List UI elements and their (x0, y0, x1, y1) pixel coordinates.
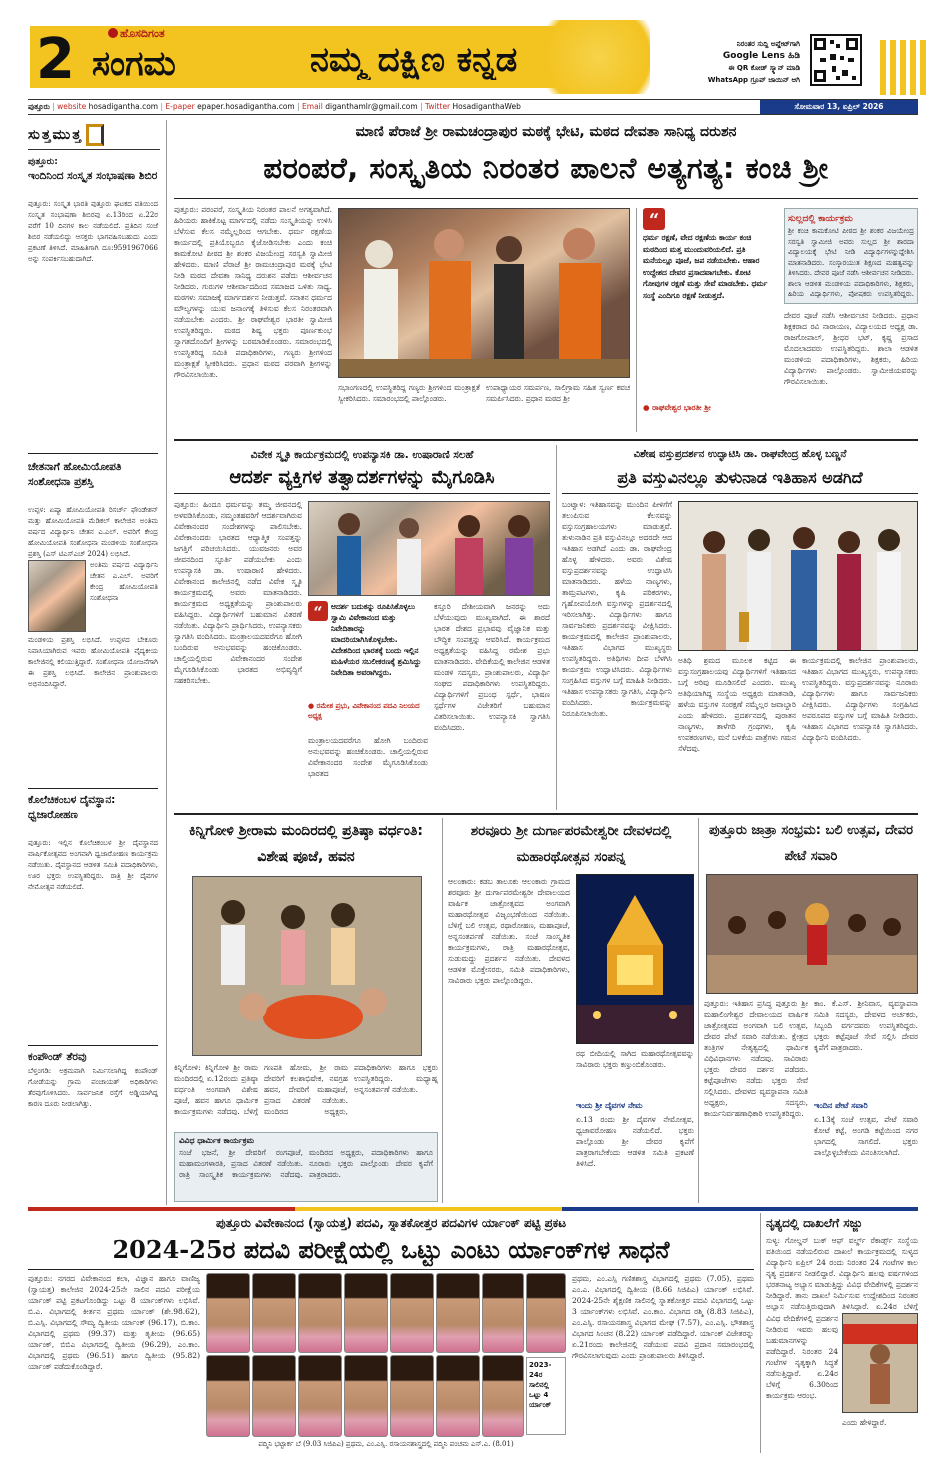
vivek-body-col2b: ಮಂತ್ರಾಲಯದವರೆಗೂ ಹೋಗಿ ಬಂದಿರುವ ಅನುಭವವನ್ನು ಹಂಚಿಕೊಂಡರು. ಚಾಲ್ತಿಯಲ್ಲಿರುವ ವಿವೇಕಾನಂದರ ಸಂದೇಶ ಮೈಗೂಡಿಸಿಕೊಂಡು ಭಾರತದ (308, 736, 428, 778)
masthead (0, 0, 945, 100)
ranks-photo-grid (206, 1273, 566, 1437)
durga-body-col2: ರಥ ಬೀದಿಯಲ್ಲಿ ಸಾಗಿದ ಮಹಾರಥೋತ್ಸವವನ್ನು ಸಾವಿರಾರು ಭಕ್ತರು ಕಣ್ತುಂಬಿಕೊಂಡರು. (576, 1049, 694, 1069)
dance-headline: ನೃತ್ಯದಲ್ಲಿ ದಾಖಲೆಗೆ ಸಜ್ಜು (766, 1216, 863, 1230)
date-badge: ಸೋಮವಾರ 13, ಏಪ್ರಿಲ್ 2026 (760, 100, 918, 114)
person-photo (28, 560, 86, 632)
dance-photo (842, 1313, 918, 1413)
page-number: 2 (36, 27, 75, 92)
sidebar-item: ಚೇತನಾಗೆ ಹೋಮಿಯೋಪತಿ ಸಂಶೋಧನಾ ಪ್ರಶಸ್ತಿ ಉಪ್ಪಳ: ಏಷ್ಯಾ ಹೋಮಿಯೋಪತಿ ರಿಸರ್ಚ್ ಫೌಂಡೇಶನ್ ಮತ್ತು ಹೋಮಿಯೋಪತಿ ಮೆಡಿಕಲ್ ಕಾಲೇಜಿನ ಅಂತಿಮ ವರ್ಷದ ವಿದ್ಯಾರ್ಥಿನಿ ಚೇತನ ಎ.ಎಲ್. ಅವರಿಗೆ ಕೇಂದ್ರ ಹೋಮಿಯೋಪತಿ ಸಂಶೋಧನಾ ಮಂಡಳಿಯ ಸಂಶೋಧನಾ ಪ್ರಶಸ್ತಿ (ಎಸ್ ಟಿಎಸ್‌ಎಚ್ 2024) ಲಭಿಸಿದೆ. ಅಂತಿಮ ವರ್ಷದ ವಿದ್ಯಾರ್ಥಿನಿ ಚೇತನ ಎ.ಎಲ್. ಅವರಿಗೆ ಕೇಂದ್ರ ಹೋಮಿಯೋಪತಿ ಸಂಶೋಧನಾ ಮಂಡಳಿಯ ಪ್ರಶಸ್ತಿ ಲಭಿಸಿದೆ. ಉಪ್ಪಳದ ಬೇಕೂರು ನಿವಾಸಿಯಾಗಿರುವ ಇವರು ಹೋಮಿಯೋಪತಿ ವೈದ್ಯಕೀಯ ಕಾಲೇಜಿನಲ್ಲಿ ಕಲಿಯುತ್ತಿದ್ದಾರೆ. ಸಂಶೋಧನಾ ಯೋಜನೆಗಾಗಿ ಈ ಪ್ರಶಸ್ತಿ ಲಭಿಸಿದೆ. ಕಾಲೇಜಿನ ಪ್ರಾಂಶುಪಾಲರು ಅಭಿನಂದಿಸಿದ್ದಾರೆ. (28, 461, 158, 688)
dance-layout-row (766, 1313, 918, 1451)
exhibit-story (562, 445, 918, 810)
masthead-corner-stripes (880, 40, 930, 95)
kinnigoli-sub-body: ಸಂಜೆ ಭಜನೆ, ಶ್ರೀ ದೇವರಿಗೆ ರಂಗಪೂಜೆ, ಮಹಾಮಂಗಳಾರತಿ, ಪ್ರಸಾದ ವಿತರಣೆ ನಡೆಯಿತು. ರಾತ್ರಿ ಸಾಂಸ್ಕೃತಿಕ ಕಾರ್ಯಕ್ರಮಗಳು ನಡೆದವು. ಮಂದಿರದ ಅಧ್ಯಕ್ಷರು, ಪದಾಧಿಕಾರಿಗಳು ಹಾಗೂ ನೂರಾರು ಭಕ್ತರು ಪಾಲ್ಗೊಂಡು ದೇವರ ಕೃಪೆಗೆ ಪಾತ್ರರಾದರು. (179, 1148, 433, 1179)
durga-subhead: ಇಂದು ಶ್ರೀ ದೈವಗಳ ನೇಮ (576, 1101, 643, 1110)
lead-story (174, 120, 918, 435)
durga-headline: ಶರವೂರು ಶ್ರೀ ದುರ್ಗಾಪರಮೇಶ್ವರೀ ದೇವಳದಲ್ಲಿ ಮಹಾರಥೋತ್ಸವ ಸಂಪನ್ನ (470, 823, 672, 865)
qr-line: WhatsApp ಗ್ರೂಪ್ ಜಾಯಿನ್ ಆಗಿ (707, 76, 800, 84)
qr-line: ಈ QR ಕೋಡ್ ಸ್ಕ್ಯಾನ್ ಮಾಡಿ (728, 64, 800, 72)
exhibit-photo-figures-icon (679, 502, 917, 650)
section-rule (174, 439, 918, 441)
exhibit-body-col3: ಕಾರ್ಯಕ್ರಮದಲ್ಲಿ ಕಾಲೇಜಿನ ಪ್ರಾಂಶುಪಾಲರು, ಇತಿಹಾಸ ವಿಭಾಗದ ಮುಖ್ಯಸ್ಥರು, ಉಪನ್ಯಾಸಕರು ಉಪಸ್ಥಿತರಿದ್ದರು. ವಸ್ತುಪ್ರದರ್ಶನವನ್ನು ನೂರಾರು ವಿದ್ಯಾರ್ಥಿಗಳು ಹಾಗೂ ಸಾರ್ವಜನಿಕರು ವೀಕ್ಷಿಸಿದರು. ವಿದ್ಯಾರ್ಥಿಗಳು ಸಂಗ್ರಹಿಸಿದ ಅಪರೂಪದ ವಸ್ತುಗಳ ಬಗ್ಗೆ ಮಾಹಿತಿ ನೀಡಿದರು. ಇತಿಹಾಸ ವಿಭಾಗದ ಉಪನ್ಯಾಸಕಿ ಸ್ವಾಗತಿಸಿದರು. ವಿದ್ಯಾರ್ಥಿನಿ ವಂದಿಸಿದರು. (802, 656, 918, 742)
qr-line: ನಿರಂತರ ಸುದ್ದಿ ಅಪ್ಡೇಟ್‌ಗಾಗಿ (736, 40, 800, 48)
lead-photo-figures-icon (339, 209, 629, 377)
lead-side-title: ಸುಲ್ಲದಲ್ಲಿ ಕಾರ್ಯಕ್ರಮ (788, 214, 853, 224)
student-photo (298, 1273, 342, 1353)
col-separator (760, 1213, 761, 1453)
lead-side-body: ಶ್ರೀ ಕಂಚಿ ಕಾಮಕೋಟಿ ಪೀಠದ ಶ್ರೀ ಶಂಕರ ವಿಜಯೇಂದ್ರ ಸರಸ್ವತಿ ಸ್ವಾಮೀಜಿ ಅವರು ಸುಲ್ಲದ ಶ್ರೀ ಶಾರದಾ ವಿದ್ಯಾಲಯಕ್ಕೆ ಭೇಟಿ ನೀಡಿ ವಿದ್ಯಾರ್ಥಿಗಳನ್ನುದ್ದೇಶಿಸಿ ಮಾತನಾಡಿದರು. ಸಂಸ್ಕಾರಯುತ ಶಿಕ್ಷಣದ ಮಹತ್ವವನ್ನು ತಿಳಿಸಿದರು. ದೇವರ ಪೂಜೆ ನಡೆಸಿ ಆಶೀರ್ವಚನ ನೀಡಿದರು. ಶಾಲಾ ಆಡಳಿತ ಮಂಡಳಿಯ ಪದಾಧಿಕಾರಿಗಳು, ಶಿಕ್ಷಕರು, ಹಿರಿಯ ವಿದ್ಯಾರ್ಥಿಗಳು, ಪೋಷಕರು ಉಪಸ್ಥಿತರಿದ್ದರು. (788, 227, 914, 298)
sidebar-item-headline: ಚೇತನಾಗೆ ಹೋಮಿಯೋಪತಿ ಸಂಶೋಧನಾ ಪ್ರಶಸ್ತಿ (28, 461, 122, 488)
city-label: ಪುತ್ತೂರು (28, 102, 50, 111)
fair-body-col3: ಏ.13ಕ್ಕೆ ಸಂಜೆ ಉತ್ಸವ, ಪೇಟೆ ಸವಾರಿ ಕೋಟೆ ಕಟ್ಟೆ, ಅಂಗಡಿ ಕಟ್ಟೆಯಿಂದ ನಗರ ಭಾಗದಲ್ಲಿ ಸಾಗಲಿದೆ. ಭಕ್ತರು ಪಾಲ್ಗೊಳ್ಳಬೇಕೆಂದು ವಿನಂತಿಸಲಾಗಿದೆ. (814, 1115, 918, 1157)
ranks-body2: ಪ್ರಥಮ, ಎಂ.ಎಸ್ಸಿ ಗಣಿತಶಾಸ್ತ್ರ ವಿಭಾಗದಲ್ಲಿ ಪ್ರಥಮ (7.05), ಪ್ರಥಮ ಎಂ.ಎ. ವಿಭಾಗದಲ್ಲಿ ದ್ವಿತೀಯ (8.66 ಸಿಜಿಪಿಎ) ರ್ಯಾಂಕ್ ಲಭಿಸಿವೆ. 2024-25ನೇ ಶೈಕ್ಷಣಿಕ ಸಾಲಿನಲ್ಲಿ ಸ್ನಾತಕೋತ್ತರ ಪದವಿ ವಿಭಾಗದಲ್ಲಿ ಒಟ್ಟು 3 ರ್ಯಾಂಕ್‌ಗಳು ಲಭಿಸಿವೆ. ಎಂ.ಕಾಂ. ವಿಭಾಗದ ರಶ್ಮಿ (8.83 ಸಿಜಿಪಿಎ), ಎಂ.ಎಸ್ಸಿ. ರಸಾಯನಶಾಸ್ತ್ರ ವಿಭಾಗದ ಮೇಘ (7.57), ಎಂ.ಎಸ್ಸಿ. ಭೌತಶಾಸ್ತ್ರ ವಿಭಾಗದ ಸಿಂಚನ (8.22) ರ್ಯಾಂಕ್ ಪಡೆದಿದ್ದಾರೆ. ರ್ಯಾಂಕ್ ವಿಜೇತರನ್ನು ಏ.21ರಂದು ಕಾಲೇಜಿನಲ್ಲಿ ನಡೆಯುವ ಪದವಿ ಪ್ರದಾನ ಸಮಾರಂಭದಲ್ಲಿ ಗೌರವಿಸಲಾಗುವುದು ಎಂದು ಪ್ರಾಂಶುಪಾಲರು ತಿಳಿಸಿದ್ದಾರೆ. (572, 1274, 754, 1360)
student-photo (298, 1355, 342, 1437)
lead-side-body-cont: ದೇವರ ಪೂಜೆ ನಡೆಸಿ ಆಶೀರ್ವಚನ ನೀಡಿದರು. ಪ್ರಧಾನ ಶಿಕ್ಷಕರಾದ ರವಿ ನಾರಾಯಣ, ವಿದ್ಯಾಲಯದ ಅಧ್ಯಕ್ಷ ಡಾ. ರಾಜಗೋಪಾಲ್, ಶ್ರೀಧರ ಭಟ್, ಕೃಷ್ಣ ಪ್ರಸಾದ ಮೊದಲಾದವರು ಉಪಸ್ಥಿತರಿದ್ದರು. ಶಾಲಾ ಆಡಳಿತ ಮಂಡಳಿಯ ಪದಾಧಿಕಾರಿಗಳು, ಶಿಕ್ಷಕರು, ಹಿರಿಯ ವಿದ್ಯಾರ್ಥಿಗಳು ಪಾಲ್ಗೊಂಡರು. ಸ್ವಾಮೀಜಿಯವರನ್ನು ಗೌರವಿಸಲಾಯಿತು. (784, 311, 918, 386)
sidebar-divider (28, 453, 158, 454)
dance-body: ಸುಳ್ಯ: ಗೋಲ್ಡನ್ ಬುಕ್ ಆಫ್ ವರ್ಲ್ಡ್ ರೆಕಾರ್ಡ್ಸ್ ಸಂಸ್ಥೆಯ ವತಿಯಿಂದ ನಡೆಯಲಿರುವ ದಾಖಲೆ ಕಾರ್ಯಕ್ರಮದಲ್ಲಿ ಸುಳ್ಯದ ವಿದ್ಯಾರ್ಥಿನಿ ಏಪ್ರಿಲ್ 24 ರಂದು ನಿರಂತರ 24 ಗಂಟೆಗಳ ಕಾಲ ನೃತ್ಯ ಪ್ರದರ್ಶನ ನೀಡಲಿದ್ದಾರೆ. ವಿದ್ಯಾರ್ಥಿನಿ ಹಲವು ವರ್ಷಗಳಿಂದ ಭರತನಾಟ್ಯ ಅಭ್ಯಾಸ ಮಾಡುತ್ತಿದ್ದು ವಿವಿಧ ವೇದಿಕೆಗಳಲ್ಲಿ ಪ್ರದರ್ಶನ ನೀಡಿದ್ದಾರೆ. ತಾನು ದಾಖಲೆ ನಿರ್ಮಿಸುವ ಉದ್ದೇಶದಿಂದ ನಿರಂತರ ಅಭ್ಯಾಸ ನಡೆಸುತ್ತಿರುವುದಾಗಿ ತಿಳಿಸಿದ್ದಾರೆ. ಏ.24ರ ಬೆಳಿಗ್ಗೆ (766, 1236, 918, 1311)
sidebar-title-text: ಸುತ್ತಮುತ್ತ (28, 127, 83, 143)
sidebar-item-body: ಪುತ್ತೂರು: ಸಂಸ್ಕೃತ ಭಾರತಿ ಪುತ್ತೂರು ಘಟಕದ ವತಿಯಿಂದ ಸಂಸ್ಕೃತ ಸಂಭಾಷಣಾ ಶಿಬಿರವು ಏ.13ರಿಂದ ಏ.22ರ ವರೆಗೆ 10 ದಿನಗಳ ಕಾಲ ನಡೆಯಲಿದೆ. ಪ್ರತಿದಿನ ಸಂಜೆ ಶಿಬಿರ ನಡೆಯಲಿದ್ದು ಆಸಕ್ತರು ಭಾಗವಹಿಸಬಹುದು ಎಂದು ಪ್ರಕಟಣೆ ತಿಳಿಸಿದೆ. ಮಾಹಿತಿಗಾಗಿ ದೂ:9591967066 ಅನ್ನು ಸಂಪರ್ಕಿಸಬಹುದಾಗಿದೆ. (28, 200, 158, 263)
lead-caption-col: ಸಭಾಂಗಣದಲ್ಲಿ ಉಪಸ್ಥಿತರಿದ್ದ ಗಣ್ಯರು ಶ್ರೀಗಳಿಂದ ಮಂತ್ರಾಕ್ಷತೆ ಸ್ವೀಕರಿಸಿದರು. ಸಮಾರಂಭದಲ್ಲಿ ಪಾಲ್ಗೊಂಡರು. (338, 383, 480, 403)
vivek-quote-text: ಆದರ್ಶ ಬದುಕನ್ನು ರೂಪಿಸಿಕೊಳ್ಳಲು ಸ್ವಾಮಿ ವಿವೇಕಾನಂದ ಮತ್ತು ನಿವೇದಿತಾರನ್ನು ಮಾದರಿಯಾಗಿಸಿಕೊಳ್ಳಬೇಕು. ವಿದೇಶದಿಂದ ಭಾರತಕ್ಕೆ ಬಂದು ಇಲ್ಲಿನ ಮಹಿಳೆಯರ ಸಬಲೀಕರಣಕ್ಕೆ ಶ್ರಮಿಸಿದ್ದು ನಿವೇದಿತಾ ಅವರಾಗಿದ್ದರು. (331, 602, 422, 677)
fair-photo (706, 874, 918, 994)
exhibit-kicker: ವಿಶೇಷ ವಸ್ತುಪ್ರದರ್ಶನ ಉದ್ಘಾಟಿಸಿ ಡಾ. ರಾಘವೇಂದ್ರ ಹೊಳ್ಳ ಬಣ್ಣನೆ (633, 449, 847, 460)
student-photo (252, 1355, 296, 1437)
lead-quote-author: ● ರಾಘವೇಶ್ವರ ಭಾರತೀ ಶ್ರೀ (643, 403, 711, 412)
website-link[interactable]: hosadigantha.com (88, 102, 159, 111)
vivek-photo-figures-icon (309, 502, 549, 595)
brand-logo-icon (108, 28, 118, 38)
vivek-body-col1: ಪುತ್ತೂರು: ಹಿಂದೂ ಧರ್ಮವನ್ನು ತಮ್ಮ ಜೀವನದಲ್ಲಿ ಅಳವಡಿಸಿಕೊಂಡು, ನಮ್ಮಂತಹವರಿಗೆ ಆದರ್ಶವಾಗಿರುವ ವಿವೇಕಾನಂದರ ಸಂದೇಶಗಳನ್ನು ಪಾಲಿಸಬೇಕು. ವಿವೇಕಾನಂದರು ಭಾರತದ ಆಧ್ಯಾತ್ಮಿಕ ಸಂಪತ್ತನ್ನು ಜಗತ್ತಿಗೆ ಪರಿಚಯಿಸಿದರು. ಯುವಜನರು ಅವರ ಜೀವನದಿಂದ ಸ್ಫೂರ್ತಿ ಪಡೆಯಬೇಕು ಎಂದು ಉಪನ್ಯಾಸಕಿ ಡಾ. ಉಷಾರಾಣಿ ಹೇಳಿದರು. ವಿವೇಕಾನಂದ ಕಾಲೇಜಿನಲ್ಲಿ ನಡೆದ ವಿವೇಕ ಸ್ಮೃತಿ ಕಾರ್ಯಕ್ರಮದಲ್ಲಿ ಅವರು ಮಾತನಾಡಿದರು. ಕಾರ್ಯಕ್ರಮದ ಅಧ್ಯಕ್ಷತೆಯನ್ನು ಪ್ರಾಂಶುಪಾಲರು ವಹಿಸಿದ್ದರು. ವಿದ್ಯಾರ್ಥಿಗಳಿಗೆ ಬಹುಮಾನ ವಿತರಣೆ ನಡೆಯಿತು. ವಿದ್ಯಾರ್ಥಿನಿ ಪ್ರಾರ್ಥಿಸಿದರು, ಉಪನ್ಯಾಸಕರು ಸ್ವಾಗತಿಸಿ ವಂದಿಸಿದರು. ಮಂತ್ರಾಲಯದವರೆಗೂ ಹೋಗಿ ಬಂದಿರುವ ಅನುಭವವನ್ನು ಹಂಚಿಕೊಂಡರು. ಚಾಲ್ತಿಯಲ್ಲಿರುವ ವಿವೇಕಾನಂದರ ಸಂದೇಶ ಮೈಗೂಡಿಸಿಕೊಂಡು ಭಾರತದ ಅಭಿವೃದ್ಧಿಗೆ ಸಹಕರಿಸಬೇಕು. (174, 500, 302, 685)
email-link[interactable]: diganthamlr@gmail.com (325, 102, 418, 111)
exhibit-headline: ಪ್ರತಿ ವಸ್ತುವಿನಲ್ಲೂ ತುಳುನಾಡ ಇತಿಹಾಸ ಅಡಗಿದೆ (617, 468, 863, 487)
kinnigoli-photo (192, 876, 422, 1056)
vivek-kicker: ವಿವೇಕ ಸ್ಮೃತಿ ಕಾರ್ಯಕ್ರಮದಲ್ಲಿ ಉಪನ್ಯಾಸಕಿ ಡಾ. ಉಷಾರಾಣಿ ಸಲಹೆ (250, 449, 474, 461)
ranks-badge-text: 2023-24ರ ಸಾಲಿನಲ್ಲಿ ಒಟ್ಟು 4 ರ್ಯಾಂಕ್ (529, 1361, 552, 1409)
epaper-link[interactable]: epaper.hosadigantha.com (197, 102, 295, 111)
twitter-link[interactable]: HosadiganthaWeb (452, 102, 521, 111)
lead-kicker: ಮಾಣಿ ಪೆರಾಜೆ ಶ್ರೀ ರಾಮಚಂದ್ರಾಪುರ ಮಠಕ್ಕೆ ಭೇಟಿ, ಮಠದ ದೇವತಾ ಸಾನಿಧ್ಯ ದರುಶನ (355, 124, 737, 140)
frame-icon (86, 124, 104, 146)
kinnigoli-body: ಕಿನ್ನಿಗೋಳಿ: ಕಿನ್ನಿಗೋಳಿ ಶ್ರೀ ರಾಮ ಮಂದಿರದಲ್ಲಿ ಏ.12ರಂದು ಪ್ರತಿಷ್ಠಾ ವರ್ಧಂತಿ ಅಂಗವಾಗಿ ವಿಶೇಷ ಪೂಜೆ, ಹವನ ಹಾಗೂ ಧಾರ್ಮಿಕ ಕಾರ್ಯಕ್ರಮಗಳು ನಡೆದವು. ಬೆಳಿಗ್ಗೆ ಗಣಪತಿ ಹೋಮ, ಶ್ರೀ ರಾಮ ದೇವರಿಗೆ ಕಲಶಾಭಿಷೇಕ, ನವಗ್ರಹ ಹವನ, ದೇವರಿಗೆ ಮಹಾಪೂಜೆ, ಪ್ರಸಾದ ವಿತರಣೆ ನಡೆಯಿತು. ಮಂದಿರದ ಅಧ್ಯಕ್ಷರು, ಪದಾಧಿಕಾರಿಗಳು ಹಾಗೂ ಭಕ್ತರು ಉಪಸ್ಥಿತರಿದ್ದರು. ಮಧ್ಯಾಹ್ನ ಅನ್ನಸಂತರ್ಪಣೆ ನಡೆಯಿತು. (174, 1063, 438, 1116)
lead-photo (338, 208, 630, 378)
bottom-band (28, 1207, 918, 1211)
sidebar-item (28, 793, 158, 1048)
lead-rule (174, 198, 918, 199)
col-separator (442, 818, 443, 1203)
sidebar (28, 120, 160, 1205)
col-separator (556, 445, 557, 810)
ranks-caption: ಪದ್ಮಿನಿ ಭಟ್ಟಾರ್ಕ ಬೆ (9.03 ಸಿಜಿಪಿಎ) ಪ್ರಥಮ, ಎಂ.ಎಸ್ಸಿ. ರಸಾಯನಶಾಸ್ತ್ರದಲ್ಲಿ ಪದ್ಮಿನಿ ಪಂಚಮ ಎಸ್.ಎ. (8.01) (258, 1440, 514, 1448)
durga-story (448, 818, 694, 1203)
student-photo (482, 1355, 524, 1437)
student-photo (390, 1273, 434, 1353)
student-photo (482, 1273, 524, 1353)
col-separator (698, 818, 699, 1203)
student-photo (436, 1273, 480, 1353)
twitter-label: Twitter (425, 102, 451, 111)
fair-subhead: ಇಂದಿನ ಪೇಟೆ ಸವಾರಿ (814, 1101, 868, 1110)
vivek-story (174, 445, 550, 810)
quote-icon: “ (643, 208, 665, 230)
vivek-quote-author: ● ರಮೇಶ ಪ್ರಭು, ವಿವೇಕಾನಂದ ಪದವಿ ನಿಲಯದ ಅಧ್ಯಕ್ಷ (308, 702, 420, 720)
ranks-rule (28, 1269, 754, 1270)
kinnigoli-sub-box (174, 1132, 438, 1202)
dance-body-col2: ಎಂದು ಹೇಳಿದ್ದಾರೆ. (842, 1418, 887, 1427)
sidebar-item-headline: ಕೊಲೆಚಿಕಂಬಳ ದೈವಸ್ಥಾನ: ಧ್ವಜಾರೋಹಣ (28, 794, 116, 821)
website-label: website (57, 102, 87, 111)
student-photo (344, 1273, 388, 1353)
sidebar-item-body-cont: ಅಂತಿಮ ವರ್ಷದ ವಿದ್ಯಾರ್ಥಿನಿ ಚೇತನ ಎ.ಎಲ್. ಅವರಿಗೆ ಕೇಂದ್ರ ಹೋಮಿಯೋಪತಿ ಸಂಶೋಧನಾ (90, 561, 158, 602)
student-photo (206, 1273, 250, 1353)
durga-photo (576, 874, 694, 1044)
puttur-fair-story (704, 818, 918, 1203)
email-label: Email (302, 102, 323, 111)
kinnigoli-story (174, 818, 438, 1203)
section-rule (174, 813, 918, 815)
lead-side-box (784, 208, 918, 304)
student-photo (436, 1355, 480, 1437)
student-photo (206, 1355, 250, 1437)
info-bar: ಪುತ್ತೂರು | website hosadigantha.com | E-paper epaper.hosadigantha.com | Email diganthamlr@gmail.com | Twitter HosadiganthaWeb (28, 99, 918, 115)
vivek-quote-author-name: ರಮೇಶ ಪ್ರಭು, ವಿವೇಕಾನಂದ ಪದವಿ ನಿಲಯದ ಅಧ್ಯಕ್ಷ (308, 702, 420, 720)
student-photo (252, 1273, 296, 1353)
temple-chariot-icon (577, 875, 693, 1043)
ranks-headline: 2024-25ರ ಪದವಿ ಪರೀಕ್ಷೆಯಲ್ಲಿ ಒಟ್ಟು ಎಂಟು ರ್ಯಾಂಕ್‌ಗಳ ಸಾಧನೆ (112, 1235, 670, 1264)
qr-info (660, 38, 800, 86)
qr-line: Google Lens ಹಿಡಿ (722, 51, 800, 61)
sidebar-item-headline: ಕಂಪೌಂಡ್ ತೆರವು (28, 1051, 87, 1063)
sidebar-divider (28, 788, 158, 789)
fair-crowd-icon (707, 875, 917, 993)
lead-quote-author-name: ರಾಘವೇಶ್ವರ ಭಾರತೀ ಶ್ರೀ (652, 403, 711, 412)
sidebar-item-body: ಉಪ್ಪಳ: ಏಷ್ಯಾ ಹೋಮಿಯೋಪತಿ ರಿಸರ್ಚ್ ಫೌಂಡೇಶನ್ ಮತ್ತು ಹೋಮಿಯೋಪತಿ ಮೆಡಿಕಲ್ ಕಾಲೇಜಿನ ಅಂತಿಮ ವರ್ಷದ ವಿದ್ಯಾರ್ಥಿನಿ ಚೇತನ ಎ.ಎಲ್. ಅವರಿಗೆ ಕೇಂದ್ರ ಹೋಮಿಯೋಪತಿ ಸಂಶೋಧನಾ ಮಂಡಳಿಯ ಸಂಶೋಧನಾ ಪ್ರಶಸ್ತಿ (ಎಸ್ ಟಿಎಸ್‌ಎಚ್ 2024) ಲಭಿಸಿದೆ. (28, 506, 158, 558)
durga-body: ಆಲಂಕಾರು: ಕಡಬ ತಾಲೂಕು ಆಲಂಕಾರು ಗ್ರಾಮದ ಶರವೂರು ಶ್ರೀ ದುರ್ಗಾಪರಮೇಶ್ವರೀ ದೇವಾಲಯದ ವಾರ್ಷಿಕ ಜಾತ್ರೋತ್ಸವದ ಅಂಗವಾಗಿ ಮಹಾರಥೋತ್ಸವ ವಿಜೃಂಭಣೆಯಿಂದ ನಡೆಯಿತು. ಬೆಳಿಗ್ಗೆ ಬಲಿ ಉತ್ಸವ, ರಥಾರೋಹಣ, ಮಹಾಪೂಜೆ, ಅನ್ನಸಂತರ್ಪಣೆ ನಡೆಯಿತು. ಸಂಜೆ ಸಾಂಸ್ಕೃತಿಕ ಕಾರ್ಯಕ್ರಮಗಳು, ರಾತ್ರಿ ಮಹಾರಥೋತ್ಸವ, ಸುಡುಮದ್ದು ಪ್ರದರ್ಶನ ನಡೆಯಿತು. ದೇವಳದ ಆಡಳಿತ ಮೊಕ್ತೇಸರರು, ಸಮಿತಿ ಪದಾಧಿಕಾರಿಗಳು, ಸಾವಿರಾರು ಭಕ್ತರು ಪಾಲ್ಗೊಂಡಿದ್ದರು. (448, 877, 570, 985)
dance-body-col1: ವಿವಿಧ ವೇದಿಕೆಗಳಲ್ಲಿ ಪ್ರದರ್ಶನ ನೀಡಿರುವ ಇವರು ಹಲವು ಬಹುಮಾನಗಳನ್ನು ಪಡೆದಿದ್ದಾರೆ. ನಿರಂತರ 24 ಗಂಟೆಗಳ ನೃತ್ಯಕ್ಕಾಗಿ ಸಿದ್ಧತೆ ನಡೆಸುತ್ತಿದ್ದಾರೆ. ಏ.24ರ ಬೆಳಿಗ್ಗೆ 6.30ರಿಂದ ಕಾರ್ಯಕ್ರಮ ಆರಂಭ. (766, 1314, 838, 1400)
lead-headline: ಪರಂಪರೆ, ಸಂಸ್ಕೃತಿಯ ನಿರಂತರ ಪಾಲನೆ ಅತ್ಯಗತ್ಯ: ಕಂಚಿ ಶ್ರೀ (263, 151, 829, 185)
sidebar-divider (28, 1045, 158, 1046)
sidebar-item-place: ಪುತ್ತೂರು: (28, 157, 58, 167)
student-photo (526, 1273, 566, 1353)
section-title: ನಮ್ಮ ದಕ್ಷಿಣ ಕನ್ನಡ (310, 40, 518, 80)
ranks-story (28, 1213, 754, 1453)
sidebar-item (28, 156, 158, 419)
student-photo (390, 1355, 434, 1437)
vivek-photo (308, 501, 550, 596)
vivek-body-col3: ಕಸ್ತೂರಿ ದೇಶೀಯವಾಗಿ ಜನರನ್ನು ಅದು ಬೆಳೆಯುವುದು ಮುಖ್ಯವಾಗಿದೆ. ಈ ಶಾರದೆ ಭಾರತ ದೇಶದ ಪ್ರಭಾವವು ವೈಜ್ಞಾನಿಕ ಮತ್ತು ಬೌದ್ಧಿಕ ಸಂಪತ್ತನ್ನು ಆವರಿಸಿದೆ. ಕಾರ್ಯಕ್ರಮದ ಅಧ್ಯಕ್ಷತೆಯನ್ನು ವಹಿಸಿದ್ದ ರಮೇಶ ಪ್ರಭು ಮಾತನಾಡಿದರು. ವೇದಿಕೆಯಲ್ಲಿ ಕಾಲೇಜಿನ ಆಡಳಿತ ಮಂಡಳಿ ಸದಸ್ಯರು, ಪ್ರಾಂಶುಪಾಲರು, ವಿದ್ಯಾರ್ಥಿ ಸಂಘದ ಪದಾಧಿಕಾರಿಗಳು ಉಪಸ್ಥಿತರಿದ್ದರು. ವಿದ್ಯಾರ್ಥಿಗಳಿಗೆ ಪ್ರಬಂಧ ಸ್ಪರ್ಧೆ, ಭಾಷಣ ಸ್ಪರ್ಧೆಗಳ ವಿಜೇತರಿಗೆ ಬಹುಮಾನ ವಿತರಿಸಲಾಯಿತು. ಉಪನ್ಯಾಸಕಿ ಸ್ವಾಗತಿಸಿ ವಂದಿಸಿದರು. (434, 602, 550, 732)
lead-quote-text: ಧರ್ಮ ರಕ್ಷಣೆ, ವೇದ ರಕ್ಷಣೆಯ ಕಾರ್ಯ ಕಂಚಿ ಮಠದಿಂದ ಮತ್ತ ಮುಂದುವರಿಯಲಿದೆ. ಪ್ರತಿ ಮನೆಯಲ್ಲೂ ಪೂಜೆ, ಜಪ ನಡೆಯಬೇಕು. ಆಹಾರ ಉದ್ದೇಶದ ದೇವರ ಪ್ರಸಾದವಾಗಬೇಕು. ಕೋಟಿ ಗೋವುಗಳ ರಕ್ಷಣೆ ಮತ್ತು ಸೇವೆ ಮಾಡಬೇಕು. ಧರ್ಮ ಸಂಸ್ಥೆ ಎಂದಿಗೂ ರಕ್ಷಣೆ ನೀಡುತ್ತದೆ. (643, 233, 768, 300)
lead-caption-col2: ಉಪಾಧ್ಯಾಯರ ಸಮರ್ಪಣ, ಸಾಲಿಗ್ರಾಮ ಸಹಿತ ಸ್ವರ್ಣ ಕವಚ ಸಮರ್ಪಿಸಿದರು. ಪ್ರಧಾನ ಮಠದ ಶ್ರೀ (486, 383, 630, 403)
lead-body-col1: ಪುತ್ತೂರು: ಪರಂಪರೆ, ಸಂಸ್ಕೃತಿಯ ನಿರಂತರ ಪಾಲನೆ ಅಗತ್ಯವಾಗಿದೆ. ಹಿರಿಯರು ಹಾಕಿಕೊಟ್ಟ ಮಾರ್ಗದಲ್ಲಿ ನಡೆದು ಸಂಸ್ಕೃತಿಯನ್ನು ಉಳಿಸಿ ಬೆಳೆಸುವ ಕೆಲಸ ನಮ್ಮೆಲ್ಲರಿಂದ ಆಗಬೇಕು. ಧರ್ಮ ರಕ್ಷಣೆಯ ಕಾರ್ಯದಲ್ಲಿ ಪ್ರತಿಯೊಬ್ಬರೂ ಕೈಜೋಡಿಸಬೇಕು ಎಂದು ಕಂಚಿ ಕಾಮಕೋಟಿ ಪೀಠದ ಶ್ರೀ ಶಂಕರ ವಿಜಯೇಂದ್ರ ಸರಸ್ವತಿ ಸ್ವಾಮೀಜಿ ಹೇಳಿದರು. ಮಾಣಿ ಪೆರಾಜೆ ಶ್ರೀ ರಾಮಚಂದ್ರಾಪುರ ಮಠಕ್ಕೆ ಭೇಟಿ ನೀಡಿ ಮಠದ ದೇವತಾ ಸಾನಿಧ್ಯ ದರುಶನ ಪಡೆದು ಆಶೀರ್ವಚನ ನೀಡಿದರು. ಗುರುಗಳ ಆಶೀರ್ವಾದದಿಂದ ಸಮಾಜದ ಒಳಿತು ಸಾಧ್ಯ. ಮಠಗಳು ಸಮಾಜಕ್ಕೆ ಮಾರ್ಗದರ್ಶನ ನೀಡುತ್ತವೆ. ಸನಾತನ ಧರ್ಮದ ಮೌಲ್ಯಗಳನ್ನು ಯುವ ಜನಾಂಗಕ್ಕೆ ತಿಳಿಸುವ ಕೆಲಸ ನಿರಂತರವಾಗಿ ನಡೆಯಬೇಕು ಎಂದರು. ಶ್ರೀ ರಾಘವೇಶ್ವರ ಭಾರತೀ ಸ್ವಾಮೀಜಿ ಉಪಸ್ಥಿತರಿದ್ದರು. ಮಠದ ಶಿಷ್ಯ ಭಕ್ತರು ಪೂರ್ಣಕುಂಭ ಸ್ವಾಗತದೊಂದಿಗೆ ಶ್ರೀಗಳನ್ನು ಬರಮಾಡಿಕೊಂಡರು. ಸಮಾರಂಭದಲ್ಲಿ ಉಪಸ್ಥಿತರಿದ್ದ ಸಮಿತಿ ಪದಾಧಿಕಾರಿಗಳು, ಗಣ್ಯರು ಶ್ರೀಗಳಿಂದ ಮಂತ್ರಾಕ್ಷತೆ ಸ್ವೀಕರಿಸಿದರು. ಪ್ರಧಾನ ಮಠದ ಪರವಾಗಿ ಶ್ರೀಗಳನ್ನು ಗೌರವಿಸಲಾಯಿತು. (174, 205, 332, 379)
ranks-kicker: ಪುತ್ತೂರು ವಿವೇಕಾನಂದ (ಸ್ವಾಯತ್ತ) ಪದವಿ, ಸ್ನಾತಕೋತ್ತರ ಪದವಿಗಳ ರ್ಯಾಂಕ್ ಪಟ್ಟಿ ಪ್ರಕಟ (215, 1216, 567, 1230)
sidebar-item-body: ಬೆಳ್ತಂಗಡಿ: ಅಕ್ರಮವಾಗಿ ನಿರ್ಮಿಸಲಾಗಿದ್ದ ಕಂಪೌಂಡ್ ಗೋಡೆಯನ್ನು ಗ್ರಾಮ ಪಂಚಾಯತ್ ಅಧಿಕಾರಿಗಳು ತೆರವುಗೊಳಿಸಿದರು. ಸಾರ್ವಜನಿಕ ರಸ್ತೆಗೆ ಅಡ್ಡಿಯಾಗಿದ್ದ ಕಾರಣ ದೂರು ನೀಡಲಾಗಿತ್ತು. (28, 1067, 158, 1108)
sidebar-separator (166, 120, 167, 1205)
fair-body-col2: ಕಾಂ. ಕೆ.ಎಸ್. ಶ್ರೀನಿವಾಸ, ವ್ಯವಸ್ಥಾಪನಾ ಸಮಿತಿ ಸದಸ್ಯರು, ದೇವಳದ ಅರ್ಚಕರು, ಸಿಬ್ಬಂದಿ ವರ್ಗದವರು ಉಪಸ್ಥಿತರಿದ್ದರು. ಭಕ್ತರು ಕಟ್ಟೆಪೂಜೆ ಸೇವೆ ಸಲ್ಲಿಸಿ ದೇವರ ಕೃಪೆಗೆ ಪಾತ್ರರಾದರು. (814, 999, 918, 1052)
brand-big: ಸಂಗಮ (92, 44, 176, 84)
fair-body: ಪುತ್ತೂರು: ಇತಿಹಾಸ ಪ್ರಸಿದ್ಧ ಪುತ್ತೂರು ಶ್ರೀ ಮಹಾಲಿಂಗೇಶ್ವರ ದೇವಾಲಯದ ವಾರ್ಷಿಕ ಜಾತ್ರೋತ್ಸವದ ಅಂಗವಾಗಿ ಬಲಿ ಉತ್ಸವ, ದೇವರ ಪೇಟೆ ಸವಾರಿ ನಡೆಯಿತು. ಕ್ಷೇತ್ರದ ತಂತ್ರಿಗಳ ನೇತೃತ್ವದಲ್ಲಿ ಧಾರ್ಮಿಕ ವಿಧಿವಿಧಾನಗಳು ನಡೆದವು. ಸಾವಿರಾರು ಭಕ್ತರು ದೇವರ ದರ್ಶನ ಪಡೆದರು. ಕಟ್ಟೆಪೂಜೆಗಳು ನಡೆದು ಭಕ್ತರು ಸೇವೆ ಸಲ್ಲಿಸಿದರು. ದೇವಳದ ವ್ಯವಸ್ಥಾಪನಾ ಸಮಿತಿ ಅಧ್ಯಕ್ಷರು, ಸದಸ್ಯರು, ಕಾರ್ಯನಿರ್ವಹಣಾಧಿಕಾರಿ ಉಪಸ್ಥಿತರಿದ್ದರು. (704, 999, 808, 1118)
exhibit-body-col1: ಬಂಟ್ವಾಳ: ಇತಿಹಾಸವನ್ನು ಮುಂದಿನ ಪೀಳಿಗೆಗೆ ತಲುಪಿಸುವ ಕೆಲಸವನ್ನು ವಸ್ತುಸಂಗ್ರಹಾಲಯಗಳು ಮಾಡುತ್ತವೆ. ತುಳುನಾಡಿನ ಪ್ರತಿ ವಸ್ತುವಿನಲ್ಲೂ ಅದರದೇ ಆದ ಇತಿಹಾಸ ಅಡಗಿದೆ ಎಂದು ಡಾ. ರಾಘವೇಂದ್ರ ಹೊಳ್ಳ ಹೇಳಿದರು. ಅವರು ವಿಶೇಷ ವಸ್ತುಪ್ರದರ್ಶನವನ್ನು ಉದ್ಘಾಟಿಸಿ ಮಾತನಾಡಿದರು. ಹಳೆಯ ನಾಣ್ಯಗಳು, ತಾಮ್ರಪಟಗಳು, ಕೃಷಿ ಪರಿಕರಗಳು, ಗೃಹೋಪಯೋಗಿ ವಸ್ತುಗಳನ್ನು ಪ್ರದರ್ಶನದಲ್ಲಿ ಇರಿಸಲಾಗಿತ್ತು. ವಿದ್ಯಾರ್ಥಿಗಳು ಹಾಗೂ ಸಾರ್ವಜನಿಕರು ಪ್ರದರ್ಶನವನ್ನು ವೀಕ್ಷಿಸಿದರು. ಕಾರ್ಯಕ್ರಮದಲ್ಲಿ ಕಾಲೇಜಿನ ಪ್ರಾಂಶುಪಾಲರು, ಇತಿಹಾಸ ವಿಭಾಗದ ಮುಖ್ಯಸ್ಥರು ಉಪಸ್ಥಿತರಿದ್ದರು. ಅತಿಥಿಗಳು ದೀಪ ಬೆಳಗಿಸಿ ಕಾರ್ಯಕ್ರಮ ಉದ್ಘಾಟಿಸಿದರು. ವಿದ್ಯಾರ್ಥಿಗಳು ಸಂಗ್ರಹಿಸಿದ ವಸ್ತುಗಳ ಬಗ್ಗೆ ಮಾಹಿತಿ ನೀಡಿದರು. ಇತಿಹಾಸ ಉಪನ್ಯಾಸಕರು ಸ್ವಾಗತಿಸಿ, ವಿದ್ಯಾರ್ಥಿನಿ ವಂದಿಸಿದರು. ಕಾರ್ಯಕ್ರಮವನ್ನು ನಿರೂಪಿಸಲಾಯಿತು. (562, 500, 672, 718)
ranks-body: ಪುತ್ತೂರು: ನಗರದ ವಿವೇಕಾನಂದ ಕಲಾ, ವಿಜ್ಞಾನ ಹಾಗೂ ವಾಣಿಜ್ಯ (ಸ್ವಾಯತ್ತ) ಕಾಲೇಜಿನ 2024-25ನೇ ಸಾಲಿನ ಪದವಿ ಪರೀಕ್ಷೆಯ ರ್ಯಾಂಕ್ ಪಟ್ಟಿ ಪ್ರಕಟಗೊಂಡಿದ್ದು ಒಟ್ಟು 8 ರ್ಯಾಂಕ್‌ಗಳು ಲಭಿಸಿವೆ. ಬಿ.ಎ. ವಿಭಾಗದಲ್ಲಿ ಕೀರ್ತನ ಪ್ರಥಮ ರ್ಯಾಂಕ್ (ಶೇ.98.62), ಬಿ.ಎಸ್ಸಿ. ವಿಭಾಗದಲ್ಲಿ ಸೌಮ್ಯ ದ್ವಿತೀಯ ರ್ಯಾಂಕ್ (96.17), ಬಿ.ಕಾಂ. ವಿಭಾಗದಲ್ಲಿ ಪ್ರಥಮ (99.37) ಮತ್ತು ತೃತೀಯ (96.65) ರ್ಯಾಂಕ್, ಬಿಬಿಎ ವಿಭಾಗದಲ್ಲಿ ದ್ವಿತೀಯ (96.29), ಎಂ.ಕಾಂ. ವಿಭಾಗದಲ್ಲಿ ಪ್ರಥಮ (96.51) ಹಾಗೂ ದ್ವಿತೀಯ (95.82) ರ್ಯಾಂಕ್ ಪಡೆದುಕೊಂಡಿದ್ದಾರೆ. (28, 1274, 200, 1371)
dance-story (766, 1213, 918, 1453)
durga-body-col3: ಏ.13 ರಂದು ಶ್ರೀ ದೈವಗಳ ನೇಮೋತ್ಸವ, ಧ್ವಜಾವರೋಹಣ ನಡೆಯಲಿದೆ. ಭಕ್ತರು ಪಾಲ್ಗೊಂಡು ಶ್ರೀ ದೇವರ ಕೃಪೆಗೆ ಪಾತ್ರರಾಗಬೇಕೆಂದು ಆಡಳಿತ ಸಮಿತಿ ಪ್ರಕಟಣೆ ತಿಳಿಸಿದೆ. (576, 1115, 694, 1168)
qr-code-icon[interactable] (810, 34, 862, 86)
sidebar-title (28, 120, 160, 150)
exhibit-photo (678, 501, 918, 651)
quote-icon: “ (308, 601, 328, 621)
sidebar-item-body: ಪುತ್ತೂರು: ಇಲ್ಲಿನ ಕೊಲೆಚಿಕಂಬಳ ಶ್ರೀ ದೈವಸ್ಥಾನದ ವಾರ್ಷಿಕೋತ್ಸವದ ಅಂಗವಾಗಿ ಧ್ವಜಾರೋಹಣ ಕಾರ್ಯಕ್ರಮ ನಡೆಯಿತು. ದೈವಸ್ಥಾನದ ಆಡಳಿತ ಸಮಿತಿ ಪದಾಧಿಕಾರಿಗಳು, ಊರ ಭಕ್ತರು ಉಪಸ್ಥಿತರಿದ್ದರು. ರಾತ್ರಿ ಶ್ರೀ ದೈವಗಳ ನೇಮೋತ್ಸವ ನಡೆಯಲಿದೆ. (28, 839, 158, 891)
fair-headline: ಪುತ್ತೂರು ಜಾತ್ರಾ ಸಂಭ್ರಮ: ಬಲಿ ಉತ್ಸವ, ದೇವರ ಪೇಟೆ ಸವಾರಿ (709, 823, 913, 864)
lead-quote-box (636, 208, 776, 432)
epaper-label: E-paper (165, 102, 195, 111)
vivek-rule (174, 493, 550, 494)
exhibit-rule (562, 493, 918, 494)
kinnigoli-photo-figures-icon (193, 877, 421, 1055)
brand-small: ಹೊಸದಿಗಂತ (120, 27, 165, 40)
sidebar-item-headline: ಇಂದಿನಿಂದ ಸಂಸ್ಕೃತ ಸಂಭಾಷಣಾ ಶಿಬಿರ (28, 170, 158, 182)
student-photo (344, 1355, 388, 1437)
vivek-headline: ಆದರ್ಶ ವ್ಯಕ್ತಿಗಳ ತತ್ವಾದರ್ಶಗಳನ್ನು ಮೈಗೂಡಿಸಿ (229, 467, 495, 488)
ranks-badge (526, 1357, 566, 1435)
exhibit-body-col2: ಅತಿಥಿ ಶ್ರಮದ ಮೂಲಕ ಕಟ್ಟಿದ ಈ ವಸ್ತುಸಂಗ್ರಹಾಲಯವು ವಿದ್ಯಾರ್ಥಿಗಳಿಗೆ ಇತಿಹಾಸದ ಬಗ್ಗೆ ಅರಿವು ಮೂಡಿಸಲಿದೆ ಎಂದರು. ಮುಖ್ಯ ಅತಿಥಿಯಾಗಿದ್ದ ಸಂಸ್ಥೆಯ ಅಧ್ಯಕ್ಷರು ಮಾತನಾಡಿ, ಹಳೆಯ ವಸ್ತುಗಳ ಸಂರಕ್ಷಣೆ ನಮ್ಮೆಲ್ಲರ ಜವಾಬ್ದಾರಿ ಎಂದು ಹೇಳಿದರು. ಪ್ರದರ್ಶನದಲ್ಲಿ ಪುರಾತನ ನಾಣ್ಯಗಳು, ತಾಳೆಗರಿ ಗ್ರಂಥಗಳು, ಕೃಷಿ ಉಪಕರಣಗಳು, ಮನೆ ಬಳಕೆಯ ಪಾತ್ರೆಗಳು ಗಮನ ಸೆಳೆದವು. (678, 656, 796, 753)
kinnigoli-headline: ಕಿನ್ನಿಗೋಳಿ ಶ್ರೀರಾಮ ಮಂದಿರದಲ್ಲಿ ಪ್ರತಿಷ್ಠಾ ವರ್ಧಂತಿ: ವಿಶೇಷ ಪೂಜೆ, ಹವನ (188, 823, 423, 865)
kinnigoli-subhead: ವಿವಿಧ ಧಾರ್ಮಿಕ ಕಾರ್ಯಕ್ರಮ (179, 1136, 255, 1145)
sidebar-item (28, 1050, 158, 1216)
vivek-quote-box (308, 601, 428, 731)
dancer-icon (843, 1314, 917, 1412)
